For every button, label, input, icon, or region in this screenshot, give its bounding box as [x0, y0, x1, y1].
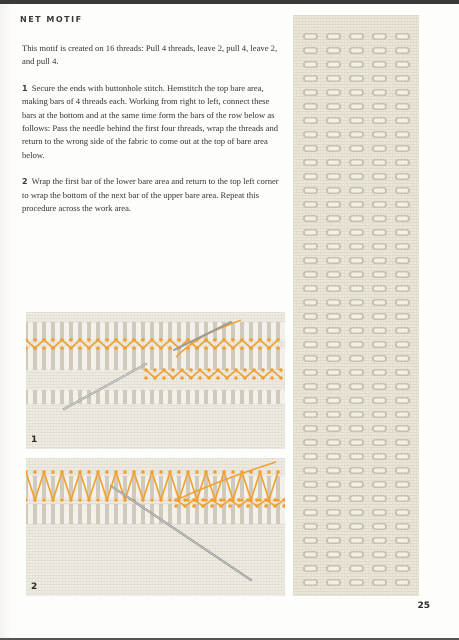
step-photo-2	[26, 458, 285, 596]
top-rule	[0, 0, 459, 4]
step-paragraph-2	[22, 175, 284, 215]
step-photo-1-illustration	[26, 312, 285, 449]
instructions-text	[22, 42, 284, 228]
page-number: 25	[417, 601, 430, 611]
step-photo-2-illustration	[26, 458, 285, 596]
step-text-1: Secure the ends with buttonhole stitch. Hemstitch the top bare area, making bars of 4 threads each. Working from right to left, connect these bars at the bottom and at the same time form the bars of the row below as follows: Pass the needle behind the first four threads, wrap the threads and return to the wrong side of the fabric to come out at the top of bare area below.	[22, 82, 279, 160]
step-number-1: 1	[22, 83, 28, 93]
step-number-2: 2	[22, 177, 28, 187]
sampler-illustration	[293, 15, 419, 596]
step-paragraph-1	[22, 82, 284, 162]
photo-label-1: 1	[31, 435, 38, 445]
step-text-2: Wrap the first bar of the lower bare area and return to the top left corner to wrap the bottom of the next bar of the upper bare area. Repeat this procedure across the work area.	[22, 176, 279, 214]
section-header: NET MOTIF	[20, 15, 83, 24]
finished-sampler-photo	[293, 15, 419, 596]
step-photo-1	[26, 312, 285, 449]
intro-paragraph: This motif is created on 16 threads: Pull 4 threads, leave 2, pull 4, leave 2, and pull 4.	[22, 43, 278, 67]
photo-label-2: 2	[31, 582, 38, 592]
